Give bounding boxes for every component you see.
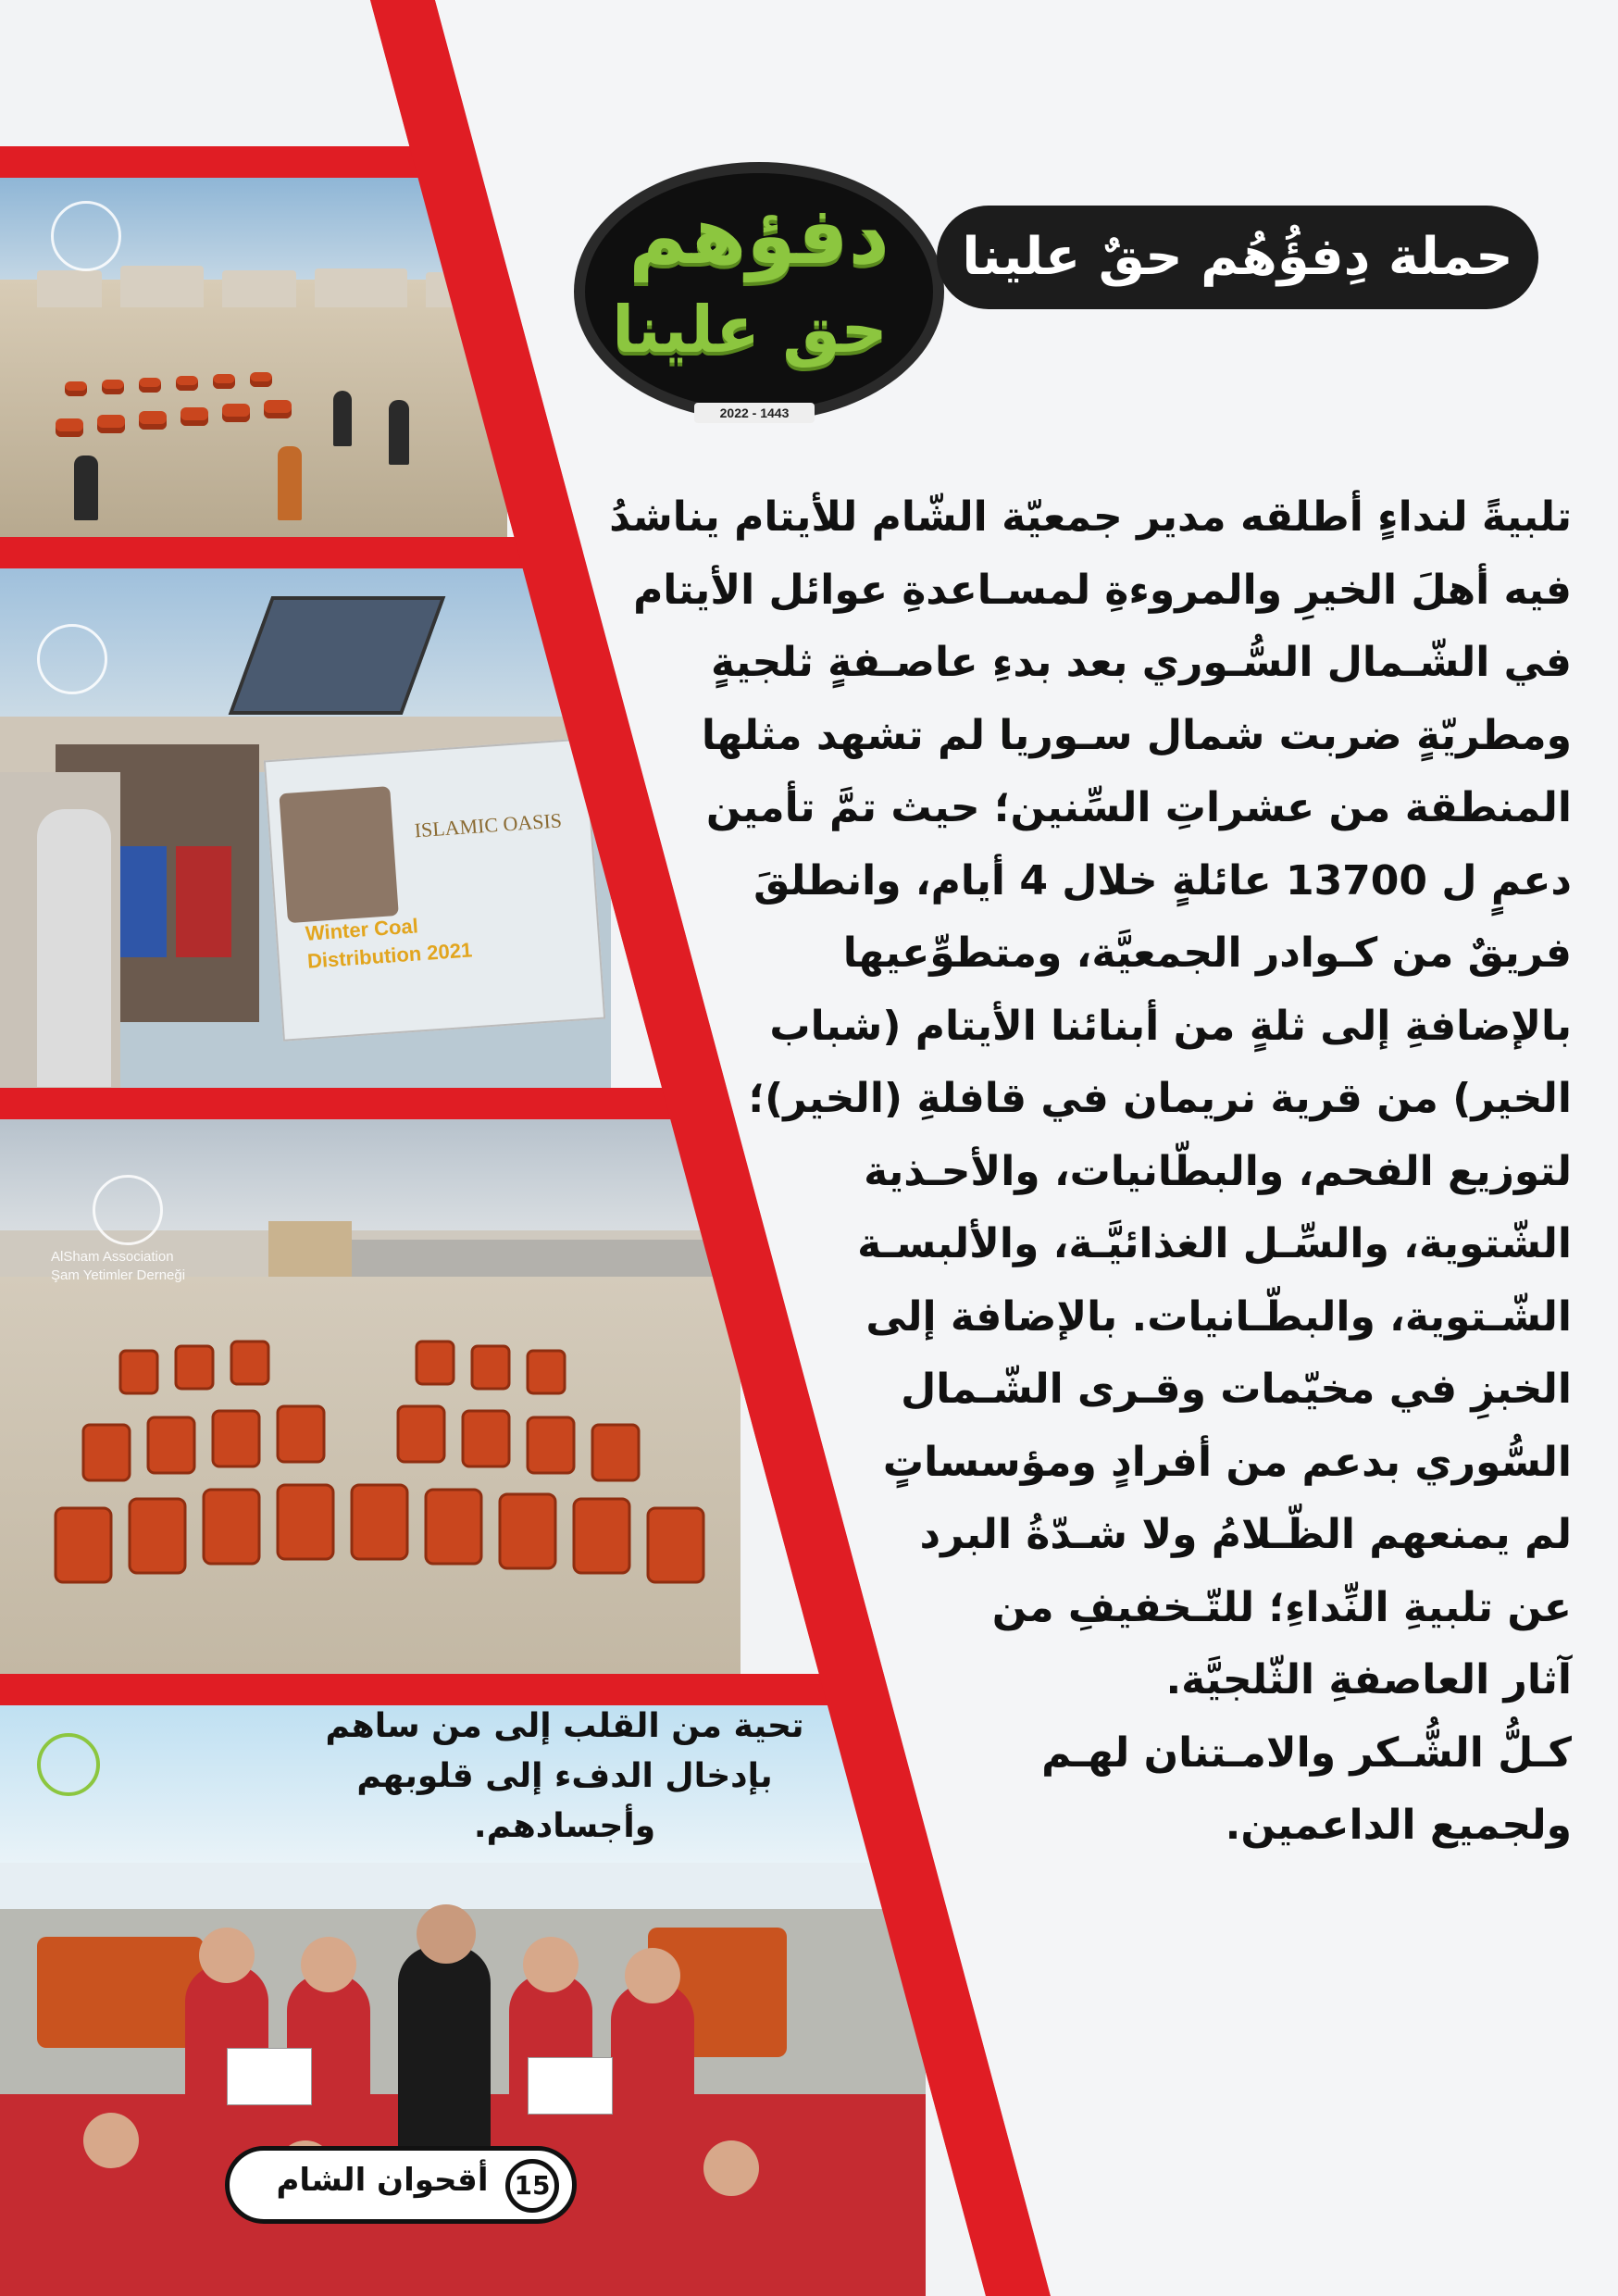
body-line: بالإضافةِ إلى ثلةٍ من أبنائنا الأيتام (شباب	[769, 1002, 1572, 1050]
banner-brand: ISLAMIC OASIS	[413, 808, 563, 842]
body-line: في الشّـمال السُّـوري بعد بدءِ عاصـفةٍ ثلجيةٍ	[710, 639, 1572, 686]
body-line: السُّوري بدعم من أفرادٍ ومؤسساتٍ	[882, 1438, 1572, 1486]
body-line: فريقٌ من كـوادر الجمعيَّة، ومتطوِّعيها	[842, 930, 1572, 977]
body-line: الشّـتوية، والبطّـانيات. بالإضافة إلى	[865, 1292, 1572, 1341]
body-line: الخير) من قرية نريمان في قافلةِ (الخير)؛	[748, 1075, 1572, 1122]
magazine-name: أقحوان الشام	[276, 2162, 489, 2199]
logo-year: 2022 - 1443	[694, 403, 815, 423]
photo-caption: تحية من القلب إلى من ساهم بإدخال الدفء إلى قلوبهم وأجسادهم.	[325, 1707, 804, 1845]
body-line: الشّتوية، والسِّـل الغذائيَّـة، والألبسـة	[857, 1220, 1572, 1267]
campaign-title: حملة دِفؤُهُم حقٌ علينا	[937, 206, 1538, 309]
banner-title-1: Winter Coal	[305, 914, 419, 945]
page-number: 15	[505, 2159, 559, 2213]
body-line: عن تلبيةِ النِّداءِ؛ للتّـخفيفِ من	[991, 1583, 1572, 1631]
body-line: لتوزيع الفحم، والبطّانيات، والأحـذية	[864, 1147, 1572, 1195]
logo-line-1: دفؤهم	[629, 190, 890, 282]
body-line: دعمٍ ل 13700 عائلةٍ خلال 4 أيام، وانطلقَ	[753, 856, 1572, 905]
body-line: ومطريّةٍ ضربت شمال سـوريا لم تشهد مثلها	[701, 711, 1572, 759]
body-line: لم يمنعهم الظّـلامُ ولا شـدّةُ البرد	[919, 1511, 1572, 1558]
alsham-logo-text-en: AlSham Association	[51, 1249, 174, 1265]
body-line: كـلُّ الشُّـكر والامـتنان لهـم	[1041, 1728, 1572, 1777]
body-line: الخبزِ في مخيّمات وقـرى الشّـمال	[901, 1366, 1572, 1413]
body-line: آثار العاصفةِ الثّلجيَّة.	[1165, 1656, 1572, 1703]
campaign-logo	[565, 139, 953, 435]
banner-title-2: Distribution 2021	[306, 938, 473, 973]
body-line: المنطقة من عشراتِ السِّنين؛ حيث تمَّ تأمين	[705, 784, 1572, 831]
article-body	[563, 481, 1572, 1863]
body-line: فيه أهلَ الخيرِ والمروءةِ لمسـاعدةِ عوائل الأيتام	[633, 566, 1572, 614]
body-line: ولجميع الداعمين.	[1225, 1802, 1572, 1849]
alsham-logo-text-tr: Şam Yetimler Derneği	[51, 1267, 186, 1283]
footer-badge	[225, 2146, 577, 2224]
logo-line-2: حق علينا	[612, 292, 888, 368]
body-line: تلبيةً لنداءٍ أطلقه مدير جمعيّة الشّام للأيتام يناشدُ	[609, 493, 1572, 541]
campaign-logo-icon	[565, 139, 953, 435]
